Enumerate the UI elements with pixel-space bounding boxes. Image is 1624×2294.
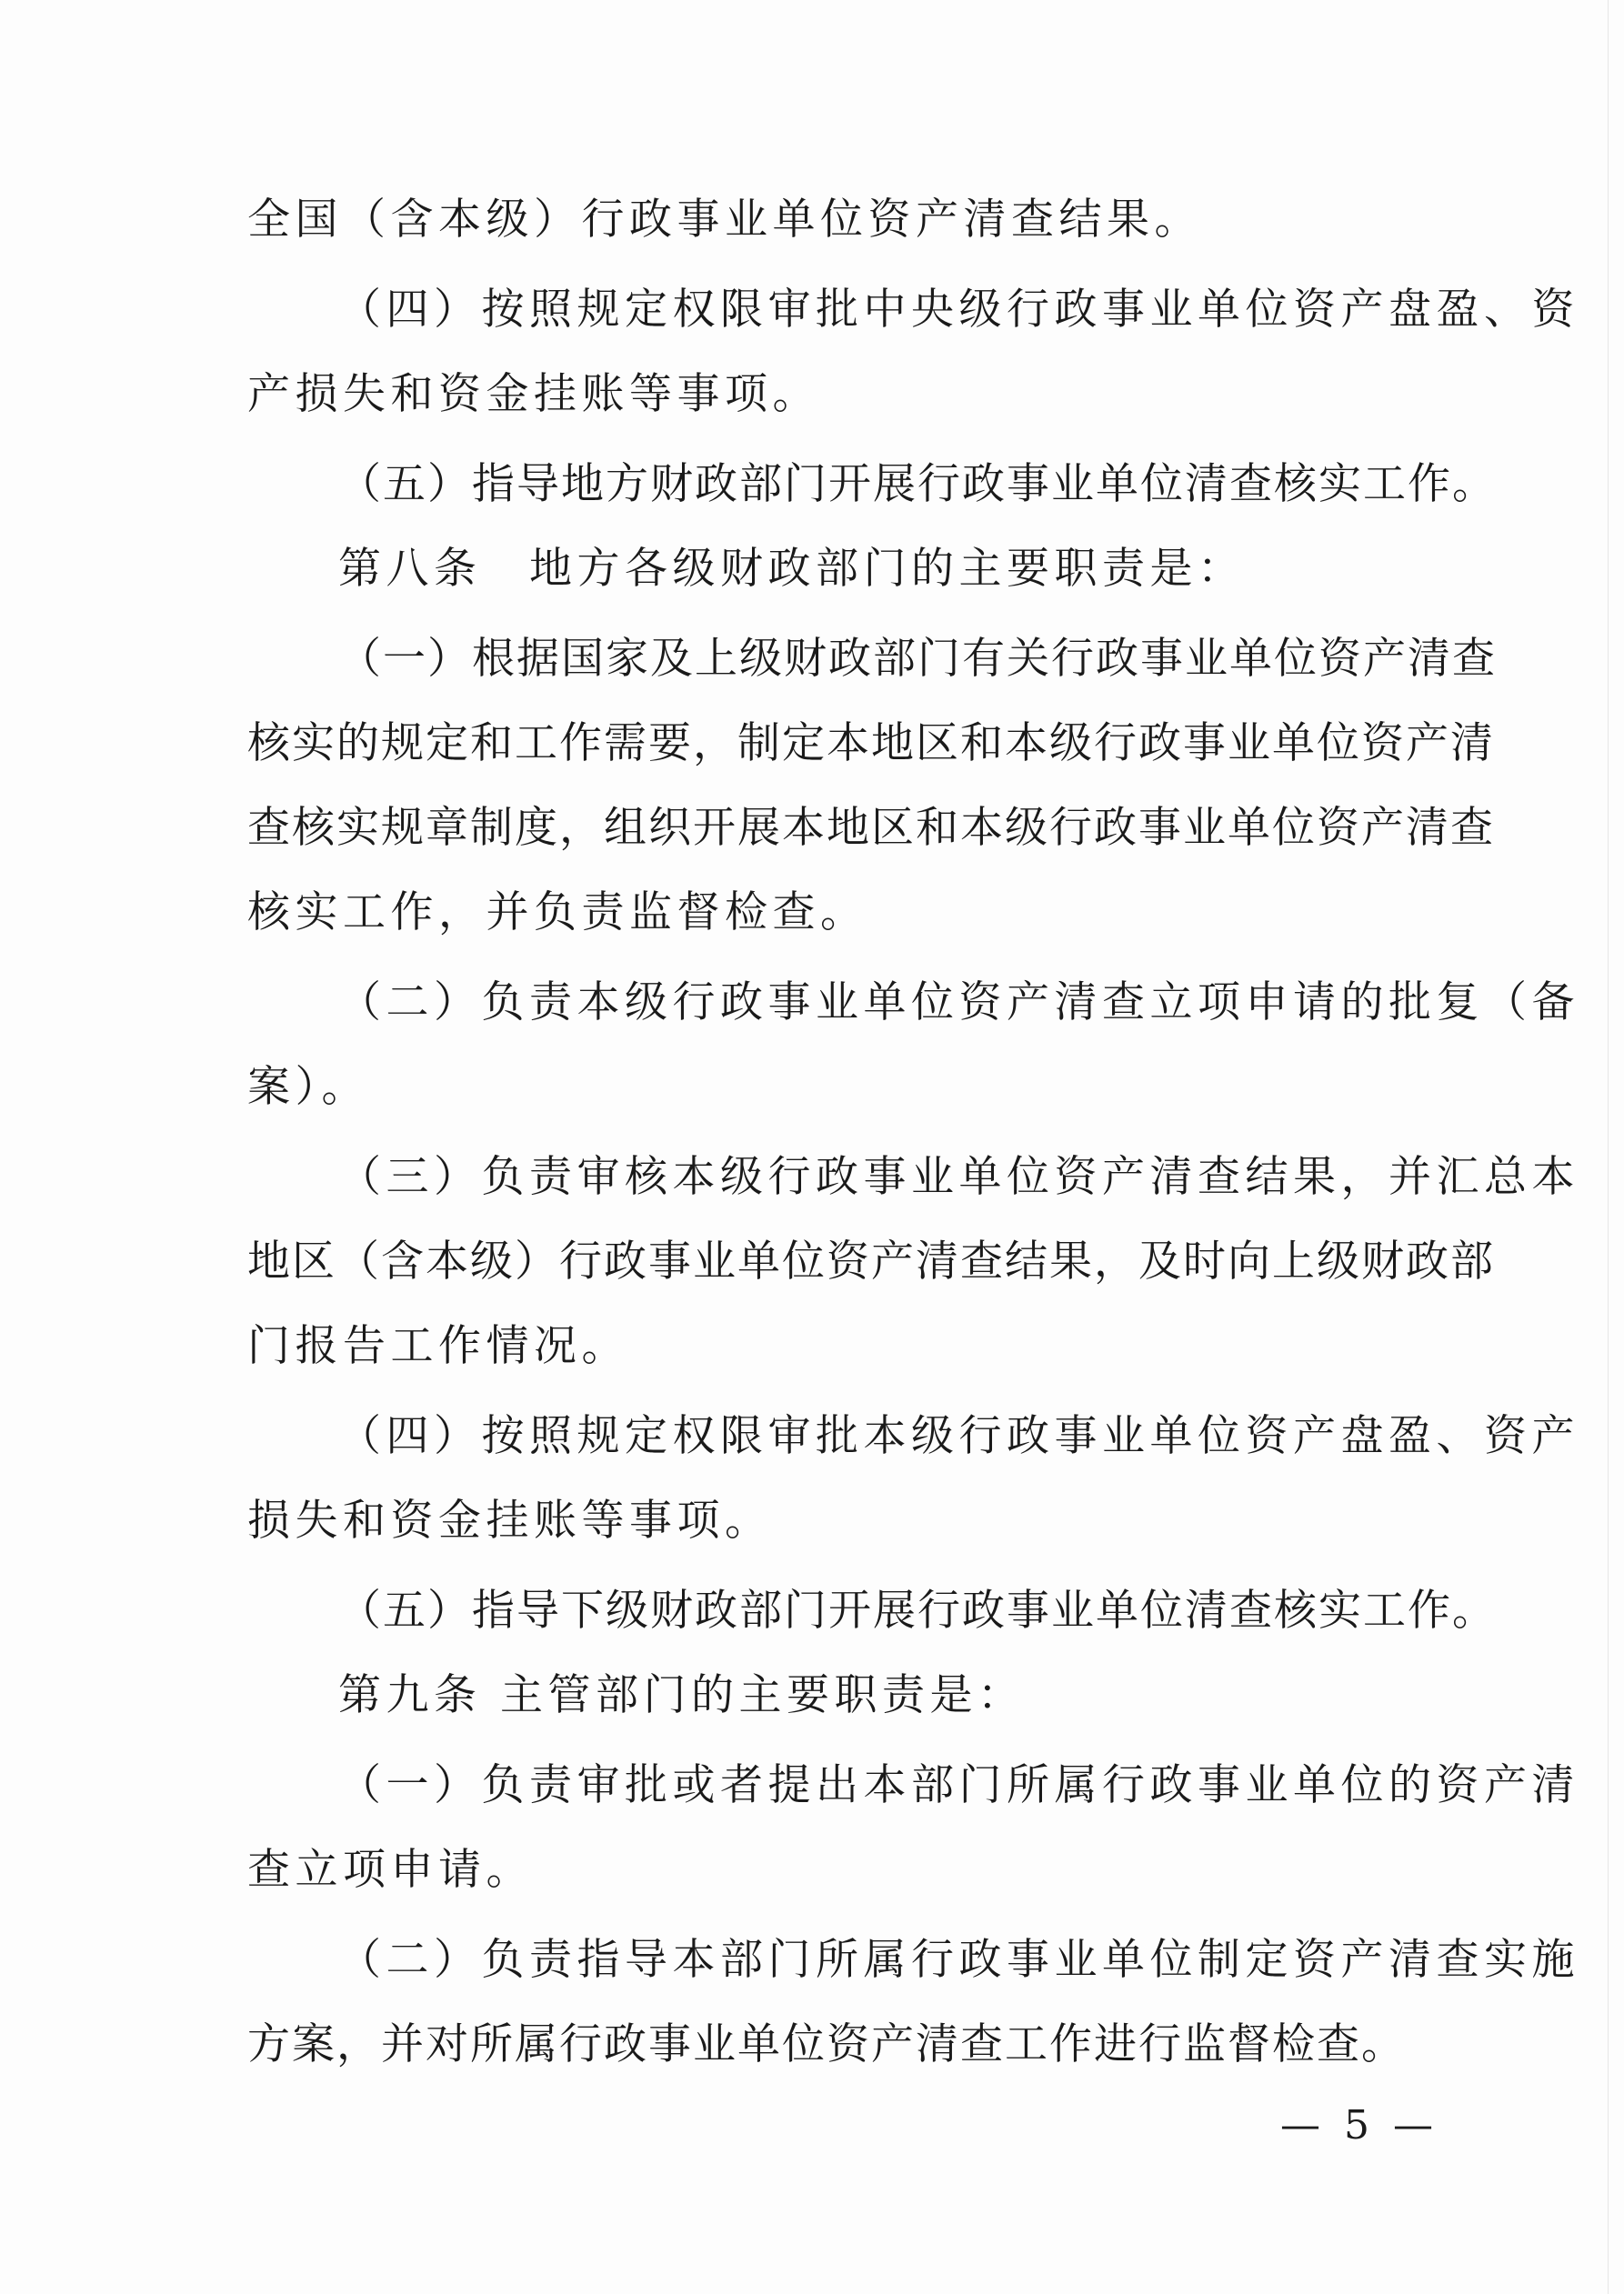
text-line: （一）根据国家及上级财政部门有关行政事业单位资产清查 (338, 634, 1497, 684)
text-line: （五）指导地方财政部门开展行政事业单位清查核实工作。 (338, 459, 1497, 509)
text-line: 核实的规定和工作需要，制定本地区和本级行政事业单位资产清 (247, 718, 1495, 768)
text-line: （四）按照规定权限审批中央级行政事业单位资产盘盈、资 (338, 285, 1579, 335)
text-line: 门报告工作情况。 (247, 1321, 629, 1371)
text-line: （五）指导下级财政部门开展行政事业单位清查核实工作。 (338, 1586, 1497, 1636)
text-line: 方案，并对所属行政事业单位资产清查工作进行监督检查。 (247, 2019, 1406, 2069)
text-line: 案）。 (247, 1062, 369, 1112)
text-line: （三）负责审核本级行政事业单位资产清查结果，并汇总本 (338, 1152, 1579, 1202)
text-line: 产损失和资金挂账等事项。 (247, 369, 820, 419)
text-line: （四）按照规定权限审批本级行政事业单位资产盘盈、资产 (338, 1411, 1579, 1461)
text-line: 全国（含本级）行政事业单位资产清查结果。 (247, 195, 1202, 245)
text-line: 地区（含本级）行政事业单位资产清查结果，及时向上级财政部 (247, 1237, 1495, 1287)
article-heading: 第八条 地方各级财政部门的主要职责是： (338, 544, 1246, 594)
document-body (247, 177, 1579, 2087)
page-number: — 5 — (1280, 2102, 1439, 2149)
text-line: （一）负责审批或者提出本部门所属行政事业单位的资产清 (338, 1760, 1579, 1810)
text-line: （二）负责指导本部门所属行政事业单位制定资产清查实施 (338, 1935, 1579, 1985)
text-line: 查核实规章制度，组织开展本地区和本级行政事业单位资产清查 (247, 803, 1495, 853)
text-line: （二）负责本级行政事业单位资产清查立项申请的批复（备 (338, 977, 1579, 1027)
text-line: 损失和资金挂账等事项。 (247, 1496, 773, 1546)
article-heading: 第九条 主管部门的主要职责是： (338, 1670, 1026, 1720)
text-line: 核实工作，并负责监督检查。 (247, 887, 868, 937)
scan-edge-line (1608, 0, 1609, 2294)
text-line: 查立项申请。 (247, 1845, 534, 1895)
